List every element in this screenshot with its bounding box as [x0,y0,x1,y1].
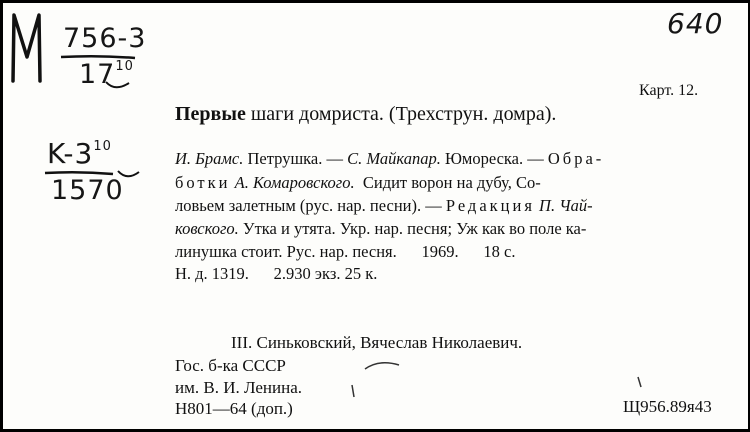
description-segment: П. Чай- [539,196,593,215]
description-line [175,244,515,261]
description-segment: С. Майкапар. [347,149,441,168]
description-segment: А. Комаровского. [234,173,355,192]
description-line [175,175,541,192]
catalog-code: Щ956.89я43 [623,397,712,416]
publisher-line-4: Н801—64 (доп.) [175,399,293,418]
publisher-line-3: им. В. И. Ленина. [175,378,303,397]
description-segment: Петрушка. — [243,149,348,168]
description-segment: Обра- [547,149,605,168]
big-letter-m [9,9,45,85]
stray-mark [348,383,358,401]
stray-mark [635,375,645,393]
card-number: Карт. 12. [639,82,699,99]
description-line [175,198,593,215]
shelf-mark-hook [103,80,133,92]
book-title: Первые шаги домриста. (Трехструн. домра). [175,103,557,125]
description-line [175,151,604,168]
description-segment: Утка и утята. Укр. нар. песня; Уж как во поле ка- [238,219,587,238]
description-segment: ловьем залетным (рус. нар. песни). — [175,196,446,215]
description-segment: И. Брамс. [175,149,244,168]
code-mark-bottom: 1570 [51,175,124,206]
description-line [175,266,377,283]
description-segment: Сидит ворон на дубу, Со- [354,173,541,192]
description-segment: Редакция [445,196,535,215]
description-line [175,221,586,238]
publisher-line-1: III. Синьковский, Вячеслав Николаевич. [231,333,523,352]
description-segment: Юмореска. — [440,149,548,168]
shelf-mark-bottom: $17^{10}$ [79,59,134,90]
description-segment: линушка стоит. Рус. нар. песня. 1969. 18 с. [175,242,516,261]
code-mark-hook [115,169,143,181]
description-segment: ботки [175,173,231,192]
shelf-mark-top: 756-3 [63,23,147,54]
description-segment: Н. д. 1319. 2.930 экз. 25 к. [175,264,378,283]
corner-number: 640 [667,7,724,40]
code-mark-top: $K-3^{10}$ [47,137,112,170]
stray-mark [363,357,403,373]
publisher-line-2: Гос. б-ка СССР [175,356,286,375]
description-segment: ковского. [175,219,239,238]
